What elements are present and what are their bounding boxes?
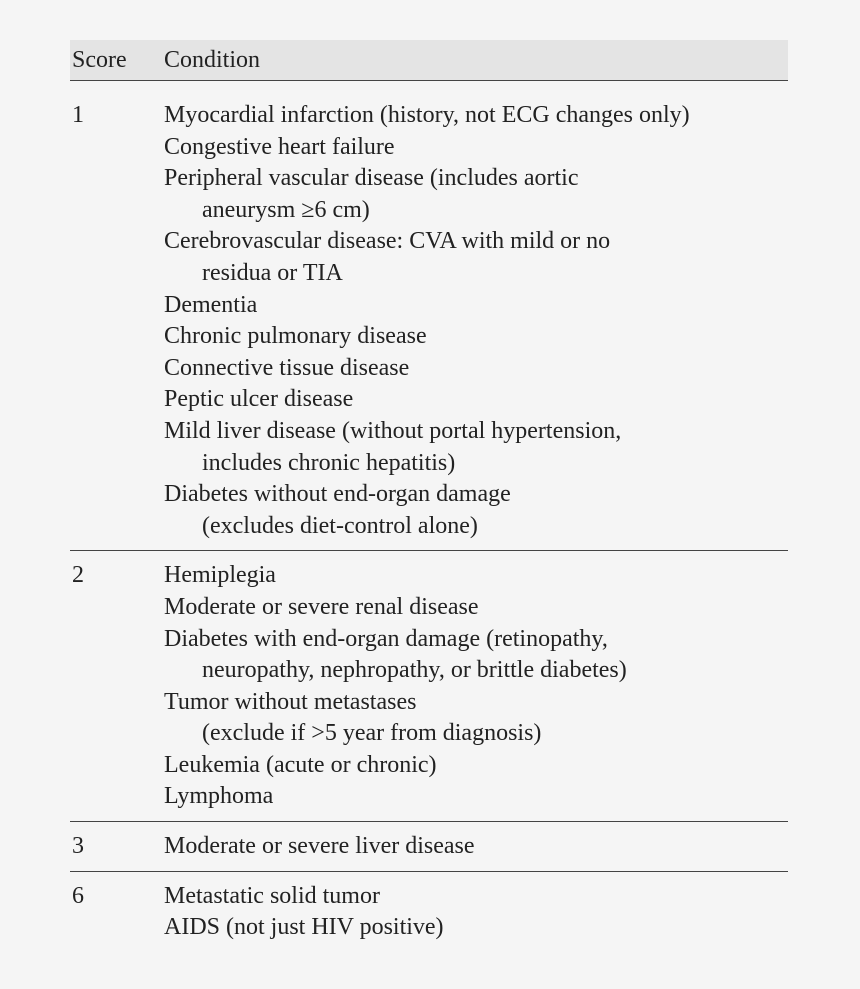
condition-line: Metastatic solid tumor (164, 882, 380, 909)
charlson-table (70, 40, 788, 952)
table-header (70, 40, 788, 81)
condition-line: Leukemia (acute or chronic) (164, 751, 437, 778)
condition-line: AIDS (not just HIV positive) (164, 914, 444, 941)
condition-line-continued: residua or TIA (202, 259, 343, 286)
score-value: 6 (72, 882, 84, 909)
condition-line: Congestive heart failure (164, 133, 395, 160)
condition-line-continued: (exclude if >5 year from diagnosis) (202, 720, 542, 747)
condition-line: Tumor without metastases (164, 688, 417, 715)
condition-list (164, 100, 788, 542)
condition-line: Moderate or severe renal disease (164, 593, 479, 620)
condition-line: Peripheral vascular disease (includes aortic (164, 165, 579, 192)
score-group (70, 822, 788, 872)
condition-line: Diabetes without end-organ damage (164, 481, 511, 508)
condition-line: Chronic pulmonary disease (164, 323, 427, 350)
condition-line: Cerebrovascular disease: CVA with mild or no (164, 228, 611, 255)
condition-line: Myocardial infarction (history, not ECG changes only) (164, 102, 690, 128)
condition-line-continued: (excludes diet-control alone) (202, 512, 478, 539)
score-value: 2 (72, 562, 84, 589)
condition-line: Hemiplegia (164, 562, 276, 589)
condition-list (164, 831, 788, 863)
score-value: 1 (72, 102, 84, 128)
condition-line-continued: neuropathy, nephropathy, or brittle diabetes) (202, 657, 627, 684)
condition-list (164, 560, 788, 813)
score-value: 3 (72, 833, 84, 860)
condition-line: Connective tissue disease (164, 354, 410, 381)
header-score: Score (72, 46, 127, 73)
score-group (70, 872, 788, 952)
condition-line-continued: includes chronic hepatitis) (202, 449, 456, 476)
condition-line-continued: aneurysm ≥6 cm) (202, 196, 370, 223)
condition-list (164, 881, 788, 944)
condition-line: Lymphoma (164, 783, 274, 810)
condition-line: Peptic ulcer disease (164, 386, 354, 413)
condition-line: Diabetes with end-organ damage (retinopathy, (164, 625, 608, 652)
condition-line: Dementia (164, 291, 258, 318)
condition-line: Moderate or severe liver disease (164, 833, 475, 860)
score-group (70, 81, 788, 551)
header-condition: Condition (164, 46, 261, 73)
score-group (70, 551, 788, 822)
condition-line: Mild liver disease (without portal hypertension, (164, 417, 622, 444)
